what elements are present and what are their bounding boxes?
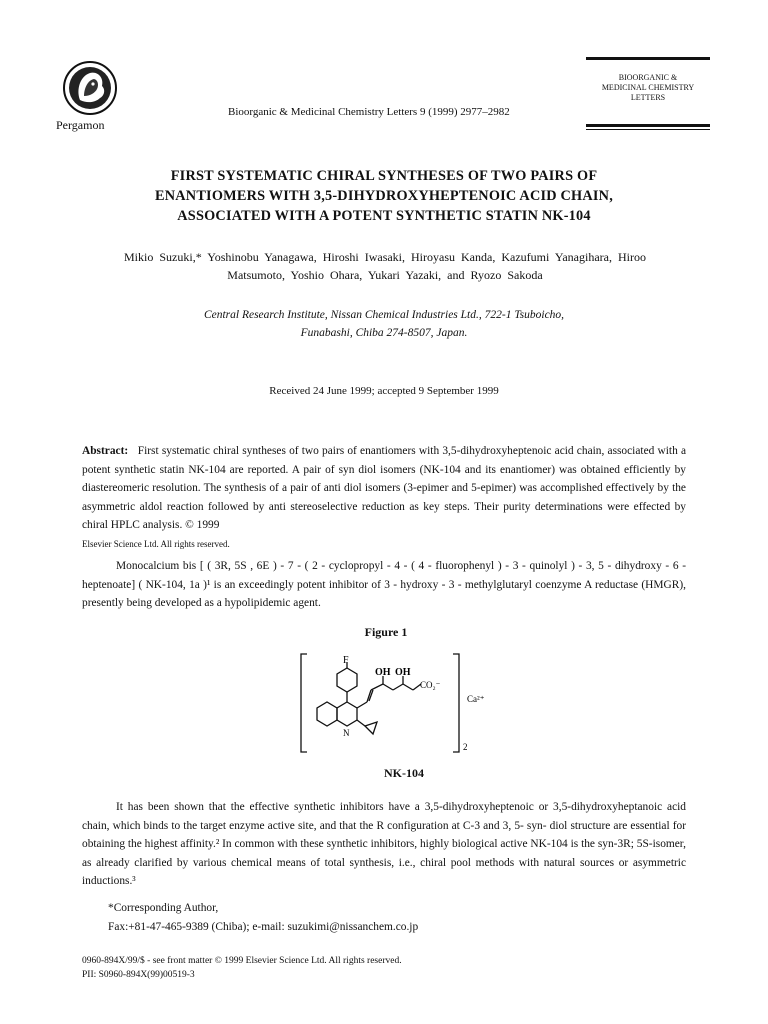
abstract bbox=[82, 442, 686, 535]
corresponding-author-note: *Corresponding Author, bbox=[108, 902, 219, 914]
contact-info: Fax:+81-47-465-9389 (Chiba); e-mail: suzukimi@nissanchem.co.jp bbox=[108, 921, 419, 933]
author-list bbox=[80, 248, 690, 284]
affiliation-line: Central Research Institute, Nissan Chemical Industries Ltd., 722-1 Tsuboicho, bbox=[203, 309, 565, 321]
author-line: Matsumoto, Yoshio Ohara, Yukari Yazaki, and Ryozo Sakoda bbox=[227, 268, 543, 282]
footer-issn: 0960-894X/99/$ - see front matter © 1999 Elsevier Science Ltd. All rights reserved. bbox=[82, 956, 402, 966]
hydroxyl-5: OH bbox=[395, 667, 411, 678]
abstract-text: First systematic chiral syntheses of two pairs of enantiomers with 3,5-dihydroxyheptenoic acid chain, associated with a potent synthetic statin NK-104 are reported. A pair of syn diol isomers (NK-104 and its enantiomer) was obtained efficiently by diastereomeric resolution. The synthesis of a pair of anti diol isomers (3-epimer and 5-epimer) was accomplished effectively by the asymmetric aldol reaction followed by anti stereoselective reduction as key steps. Their purity determinations were effected by chiral HPLC analysis. © 1999 bbox=[82, 445, 687, 531]
author-line: Mikio Suzuki,* Yoshinobu Yanagawa, Hiroshi Iwasaki, Hiroyasu Kanda, Kazufumi Yanagihara, Hiroo bbox=[124, 250, 646, 264]
brand-line: MEDICINAL CHEMISTRY bbox=[601, 83, 695, 92]
brand-rule-top bbox=[586, 57, 710, 60]
pergamon-logo bbox=[62, 60, 118, 116]
figure-label: Figure 1 bbox=[364, 625, 408, 639]
brand-rule-thin bbox=[586, 129, 710, 130]
affiliation-line: Funabashi, Chiba 274-8507, Japan. bbox=[300, 327, 468, 339]
brand-line: BIOORGANIC & bbox=[618, 73, 678, 82]
footer-pii: PII: S0960-894X(99)00519-3 bbox=[82, 970, 195, 980]
body-paragraph-1: Monocalcium bis [ ( 3R, 5S , 6E ) - 7 - ( 2 - cyclopropyl - 4 - ( 4 - fluorophenyl ) - 3 - quinolyl ) - 3, 5 - dihydroxy - 6 - heptenoate] ( NK-104, 1a )¹ is an exceedingly potent inhibitor of 3 - hydroxy - 3 - methylglutaryl coenzyme A reductase (HMGR), presently being developed as a hypolipidemic agent. bbox=[82, 560, 686, 609]
nitrogen-atom: N bbox=[343, 728, 350, 738]
title-line: ENANTIOMERS WITH 3,5-DIHYDROXYHEPTENOIC ACID CHAIN, bbox=[155, 188, 613, 204]
journal-citation: Bioorganic & Medicinal Chemistry Letters 9 (1999) 2977–2982 bbox=[228, 106, 510, 118]
paper-title bbox=[80, 166, 688, 226]
figure-caption: NK-104 bbox=[384, 766, 424, 780]
publisher-name: Pergamon bbox=[56, 118, 105, 132]
fluorine-atom: F bbox=[343, 655, 349, 666]
stoichiometry-subscript: 2 bbox=[463, 742, 468, 752]
abstract-copyright: Elsevier Science Ltd. All rights reserved. bbox=[82, 539, 230, 549]
received-dates: Received 24 June 1999; accepted 9 September 1999 bbox=[269, 385, 499, 397]
abstract-label: Abstract: bbox=[82, 445, 129, 457]
brand-line: LETTERS bbox=[630, 93, 666, 102]
carboxylate: CO₂⁻ bbox=[420, 680, 441, 690]
hydroxyl-3: OH bbox=[375, 667, 391, 678]
title-line: ASSOCIATED WITH A POTENT SYNTHETIC STATIN NK-104 bbox=[177, 208, 591, 224]
affiliation bbox=[80, 306, 688, 342]
body-paragraph-2: It has been shown that the effective synthetic inhibitors have a 3,5-dihydroxyheptenoic or 3,5-dihydroxyheptanoic acid chain, which binds to the target enzyme active site, and that the R configuration at C-3 and 3, 5- syn- diol structure are essential for obtaining the highest affinity.² In common with these synthetic inhibitors, highly biological active NK-104 is the syn-3R; 5S-isomer, as already clarified by various chemical means of total synthesis, i.e., chiral pool methods with natural sources or asymmetric inductions.³ bbox=[82, 801, 686, 887]
brand-rule-bottom bbox=[586, 124, 710, 127]
journal-brand bbox=[586, 73, 710, 103]
title-line: FIRST SYSTEMATIC CHIRAL SYNTHESES OF TWO PAIRS OF bbox=[170, 168, 598, 184]
nk104-structure bbox=[295, 650, 505, 760]
calcium-ion: Ca²⁺ bbox=[467, 694, 485, 704]
